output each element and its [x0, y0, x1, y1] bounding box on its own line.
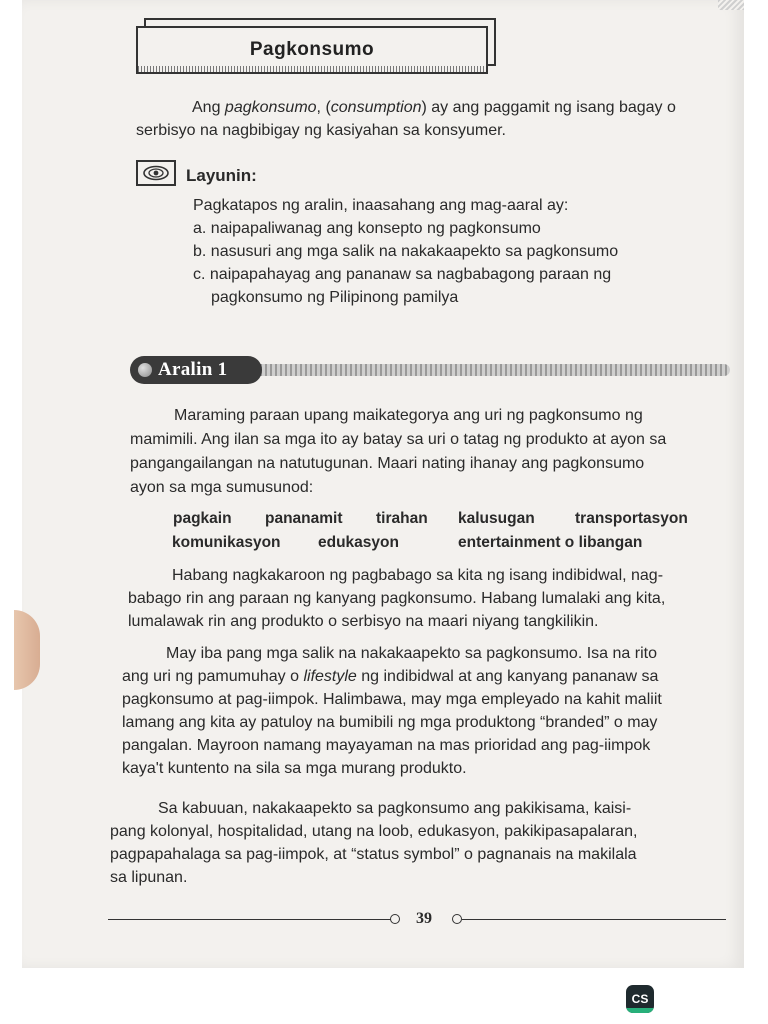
paragraph-line: lamang ang kita ay patuloy na bumibili ng mga produktong “branded” o may	[122, 714, 658, 731]
objective-item: pagkonsumo ng Pilipinong pamilya	[211, 289, 459, 306]
category-item: tirahan	[376, 510, 428, 527]
eye-icon	[136, 160, 176, 186]
footer-dot-left	[390, 914, 400, 924]
intro-line-1	[136, 96, 676, 119]
lesson-banner-rule	[250, 364, 730, 376]
intro-text: ) ay ang paggamit ng isang bagay o	[421, 99, 676, 116]
category-item: entertainment o libangan	[458, 534, 643, 551]
footer-rule-left	[108, 919, 392, 920]
logo-text: CS	[631, 992, 649, 1006]
camscanner-logo-icon	[626, 985, 654, 1013]
paragraph-line: Habang nagkakaroon ng pagbabago sa kita ng isang indibidwal, nag-	[172, 567, 664, 584]
paragraph-line: lumalawak rin ang produkto o serbisyo na maari niyang tangkilikin.	[128, 613, 599, 630]
paragraph-line: pagpapahalaga sa pag-iimpok, at “status symbol” o pagnanais na makilala	[110, 846, 637, 863]
page-corner-shadow	[718, 0, 744, 10]
bullet-dot-icon	[138, 363, 152, 377]
paragraph-text: ang uri ng pamumuhay o	[122, 668, 304, 685]
page-number: 39	[416, 910, 432, 927]
paragraph-line: pagkonsumo at pag-iimpok. Halimbawa, may mga empleyado na kahit maliit	[122, 691, 662, 708]
intro-text: , (	[316, 99, 331, 116]
category-item: transportasyon	[575, 510, 688, 527]
paragraph-line: pangangailangan na natutugunan. Maari nating ihanay ang pagkonsumo	[130, 455, 645, 472]
paragraph-2	[128, 564, 665, 633]
paragraph-line: pangalan. Mayroon namang mayayaman na mas prioridad ang pag-iimpok	[122, 737, 651, 754]
category-item: edukasyon	[318, 534, 399, 551]
paragraph-text: ng indibidwal at ang kanyang pananaw sa	[356, 668, 659, 685]
paragraph-line: kaya't kuntento na sila sa mga murang produkto.	[122, 760, 467, 777]
intro-line-2: serbisyo na nagbibigay ng kasiyahan sa konsyumer.	[136, 122, 506, 139]
paragraph-line	[122, 665, 662, 688]
paragraph-line: sa lipunan.	[110, 869, 188, 886]
paragraph-4	[110, 797, 638, 889]
paragraph-line: mamimili. Ang ilan sa mga ito ay batay sa uri o tatag ng produkto at ayon sa	[130, 431, 667, 448]
footer-dot-right	[452, 914, 462, 924]
term-pagkonsumo: pagkonsumo	[224, 99, 317, 116]
intro-paragraph	[136, 96, 676, 142]
lesson-pill	[130, 356, 262, 384]
term-lifestyle: lifestyle	[303, 668, 357, 685]
paragraph-1	[130, 404, 666, 500]
paragraph-line: pang kolonyal, hospitalidad, utang na loob, edukasyon, pakikipasapalaran,	[110, 823, 638, 840]
title-box-shading	[138, 66, 486, 72]
category-item: komunikasyon	[172, 534, 281, 551]
paragraph-line: Sa kabuuan, nakakaapekto sa pagkonsumo ang pakikisama, kaisi-	[158, 800, 632, 817]
objective-item: b. nasusuri ang mga salik na nakakaapekto sa pagkonsumo	[193, 243, 619, 260]
category-item: pagkain	[173, 510, 232, 527]
paragraph-line: babago rin ang paraan ng kanyang pagkonsumo. Habang lumalaki ang kita,	[128, 590, 666, 607]
paragraph-line: Maraming paraan upang maikategorya ang uri ng pagkonsumo ng	[174, 407, 643, 424]
category-item: kalusugan	[458, 510, 535, 527]
paragraph-3	[122, 642, 662, 780]
lesson-banner	[130, 356, 730, 384]
objectives-heading: Layunin:	[186, 166, 257, 185]
objective-item: a. naipapaliwanag ang konsepto ng pagkonsumo	[193, 220, 541, 237]
title-box	[136, 18, 496, 74]
objectives-list	[193, 194, 618, 309]
page-title: Pagkonsumo	[249, 39, 375, 60]
category-item: pananamit	[265, 510, 343, 527]
footer-rule-right	[462, 919, 726, 920]
objective-item: c. naipapahayag ang pananaw sa nagbabagong paraan ng	[193, 266, 612, 283]
objectives-lead: Pagkatapos ng aralin, inaasahang ang mag-aaral ay:	[193, 197, 569, 214]
lesson-label: Aralin 1	[158, 359, 228, 380]
paragraph-line: ayon sa mga sumusunod:	[130, 479, 314, 496]
intro-text: Ang	[192, 99, 225, 116]
term-consumption: consumption	[330, 99, 422, 116]
paragraph-line: May iba pang mga salik na nakakaapekto sa pagkonsumo. Isa na rito	[166, 645, 657, 662]
